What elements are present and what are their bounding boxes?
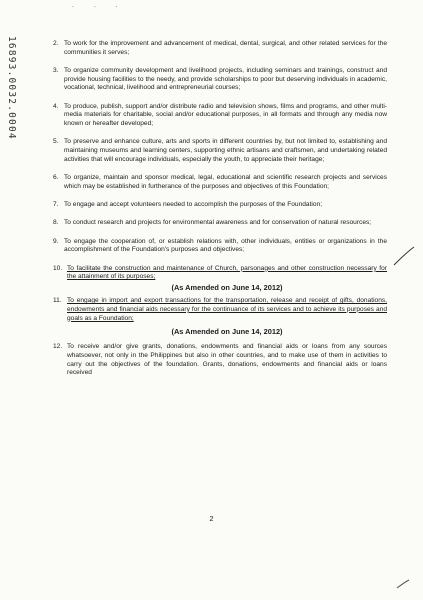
list-item	[53, 103, 387, 129]
item-number: 6.	[53, 174, 59, 182]
list-item-amended	[53, 297, 387, 337]
document-control-number: 16893.0032.0004	[6, 36, 17, 140]
amended-item-text: To facilitate the construction and maintenance of Church, parsonages and other construction necessary for the attainment of its purposes;	[67, 264, 387, 281]
item-number: 8.	[53, 219, 59, 227]
purposes-list	[53, 40, 387, 388]
item-text: To conduct research and projects for environmental awareness and for conservation of natural resources;	[64, 219, 372, 227]
scan-specks: . . .	[72, 2, 127, 9]
item-text: To organize community development and livelihood projects, including seminars and trainings, construct and provide housing facilities to the needy, and provide scholarships to poor but deserving individuals in academic, vocational, technical, livelihood and entrepreneurial courses;	[64, 67, 387, 92]
item-number: 7.	[53, 201, 59, 209]
list-item	[53, 219, 387, 228]
item-number: 9.	[53, 237, 59, 245]
margin-pen-mark	[392, 245, 416, 267]
list-item	[53, 40, 387, 57]
item-text: To engage the cooperation of, or establish relations with, other individuals, entities or organizations in the accomplishment of the Foundation's purposes and objectives;	[64, 237, 387, 254]
item-number: 11.	[53, 297, 62, 305]
item-number: 5.	[53, 138, 59, 146]
item-text: To engage and accept volunteers needed to accomplish the purposes of the Foundation;	[64, 201, 323, 209]
item-number: 12.	[53, 343, 63, 351]
amended-item-text: To engage in import and export transactions for the transportation, release and receipt of gifts, donations, endowments and financial aids necessary for the continuance of its services and to achieve its purposes and goals as a Foundation;	[67, 297, 387, 322]
item-text: To produce, publish, support and/or distribute radio and television shows, films and programs, and other multi-media materials for charitable, social and/or educational purposes, in all formats and through any media now known or hereafter developed;	[64, 102, 387, 128]
list-item	[53, 343, 387, 378]
list-item	[53, 201, 387, 210]
item-number: 4.	[53, 102, 59, 110]
item-number: 10.	[53, 264, 63, 272]
item-number: 3.	[53, 67, 59, 74]
item-text: To receive and/or give grants, donations, endowments and financial aids or loans from any sources whatsoever, not only in the Philippines but also in other countries, and to make use of them in activities to carry out the objectives of the foundation. Grants, donations, endowments and financial aids or loans received	[67, 343, 387, 377]
page-number: 2	[209, 514, 214, 523]
list-item	[53, 174, 387, 191]
item-text: To organize, maintain and sponsor medical, legal, educational and scientific research projects and services which may be established in furtherance of the purposes and objectives of this Foundation;	[64, 174, 387, 190]
amendment-note: (As Amended on June 14, 2012)	[171, 283, 283, 293]
list-item	[53, 238, 387, 255]
list-item	[53, 67, 387, 93]
item-number: 2.	[53, 40, 59, 47]
list-item-amended	[53, 265, 387, 293]
item-text: To preserve and enhance culture, arts and sports in different countries by, but not limited to, establishing and maintaining museums and learning centers, supporting ethnic artisans and craftsmen, and undertaking related activities that will encourage individuals, especially the youth, to appreciate their heritage;	[64, 138, 387, 163]
amendment-note: (As Amended on June 14, 2012)	[171, 327, 283, 337]
list-item	[53, 138, 387, 164]
corner-pen-mark	[395, 578, 411, 590]
item-text: To work for the improvement and advancement of medical, dental, surgical, and other related services for the communities it serves;	[64, 40, 387, 56]
